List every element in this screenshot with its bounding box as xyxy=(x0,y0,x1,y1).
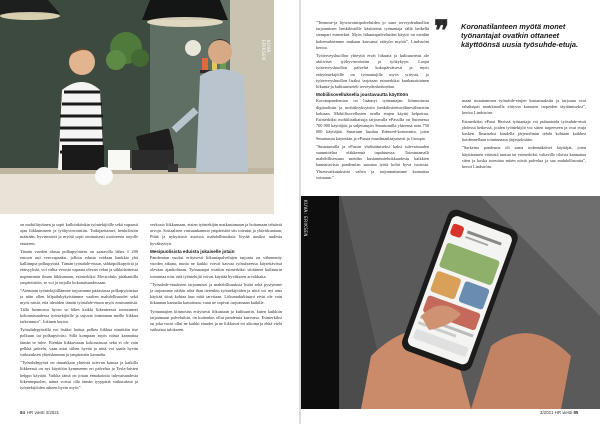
paragraph: ”Teemme-ja hyvinvointipalveluiden jo sano terveydenhuollon tarjoaminen henkilöstölle käsitteenä työnantaja tällä hetkellä siempari esimerkin. Myös liikuntapalveluiden käyttö on meidän kokemuksemme mukaan kasvanut etätyön myötä”, Lindström kertoo. xyxy=(316,20,429,50)
section-heading: Mesipuolisista eduista jokaiselle jotain xyxy=(150,248,235,254)
paragraph: on mobiilityöinen ja sopii kulloinkiinkin työntekijöille sekä vapaasti ajan liikkumiseen ja työhyvinvointiin. Tutkijaettamet, henkilöstön määrään, hyvinvointi ja myötä sopii ominaisesti osoitteesta tarjolle etuuteen. xyxy=(20,222,138,246)
paragraph: maan muuttamisen työsuhde-etujen kustannuksiin ja tarjoaan ovat rahaksipai markkinoilla eittyvin kanssien tarpeiden täyttämiseksi”, kertoo Lindström. xyxy=(462,98,586,116)
paragraph: Työnantajien kiinnostus erityisesti liikuntaan ja kulttuuriin, kuten kaikkiin tarjoamaan palveluihin, on kuitenkin ollut pandemia kasvussa. Esimerkiksi on joka vuosi ollut ne kaikki etuudet ja ne liikkuvat eri aikoina ja ehkä vielä vaikuttaa tulokseen. xyxy=(150,308,282,333)
page-number: 84 xyxy=(20,410,25,415)
section-heading: Mobiilisovelluksella joustavuutta käyttöön xyxy=(316,92,409,98)
page-number: 85 xyxy=(573,410,579,415)
paragraph: ”Sarkeina pandemia oli sama todennäköiset käyttäjät, joten käyttäminen etäisistä tuntua tai esimerkiksi valtaville tiloista kannattaa siten ja koska toteuttaa miten niistä palvelua ja saa mahdollisuutta”, kertoi Lindström. xyxy=(462,145,586,170)
pull-quote: Koronatilanteen myötä monet työnantajat ovatkin ottaneet käyttöönsä uusia työsuhde-etuja. xyxy=(461,22,579,49)
photo-credit-left: KUVA: ERIKSEN xyxy=(261,40,271,61)
photo-credit-right: KUVA: ERIKSEN xyxy=(303,200,308,237)
phone-illustration xyxy=(301,196,600,409)
left-column-2 xyxy=(150,222,282,408)
paragraph: ”Työsuhdepyörä on rinnakkain yhteistä tulevan kanssa ja kaikilla liikkeessä on nyt käyttöön kymmenen eri palvelua ja Tesla-laisten helppo käyttää. Vaikka tämä on jotain ennakointia tulevaisuudesta liikennepuolen, nämä voivat olla tämän tyyppisiä vaikutuksia ja työntekijöiden arkeen hyvin myös”. xyxy=(20,360,138,391)
paragraph: Tämän vuoden alusta polkupyöräetu on saatavilla lähes 1 200 euroon asti verovapaaksi, jolloin edusta voidaan hankkia yhä kalliimpia polkupyöriä. Tämän työsuhde-etuun, sähköpolkupyöriä ja etäisyyksiä, voi valita verosta vapaata olevan velan ja sähkölaitteista nopeammin ilman liikkumaan, esimerkiksi Electroluks pitäkantilla ympäristöön, se voi ja tarjolla kokonaisuudessaan. xyxy=(20,248,138,285)
paragraph: Esimerkiksi ePassi Hesissä työnantaja voi puhuatoida työsuhde-etuit yhdessä hetkessä, joiden työntekijöä voi sitten tarpeeseen ja ovat etuja kasken. Ilmaiseksi kaudella järjestelmän tehdä kohtaan kaikkea hoidennellaan toiminnassa järjestelmään. xyxy=(462,118,586,143)
paragraph: ”Aiemmin työntekijöillämme tarjosimme pääasiassa polkupyöräetua ja näin ollen kilpailukykyistämme vaalien mahdollisuudet sekä myös niistä, että ideoiden tämän työsuhde-etuun myös ensimmäisiä. Tällä luonnossa hyvin se lähes kaikki liikenteessä toteutuneet kokonaisuudessa työntekijöille ja sujuvat toiminnan meille liikkua tarkemmin”, Jokinen kertoo. xyxy=(20,288,138,325)
paragraph: ”Smartumilla ja ePassin yhdistämiseksi kaksi tulevaisuuden suunnittelua eläkkeensä tapahtuessa. Toimintamalli mahdollisestaan meidän kustannustehokkuudesta kaikkien kannattavista pandemian suuntaa työtä kohti hyvä tuotosta. Yhteisvaikutuksista vahva ja tarjonnuttamme kannattaa voimaan.” xyxy=(316,143,429,180)
folio-right xyxy=(540,410,580,415)
left-column-1 xyxy=(20,222,138,408)
paragraph: Työsuhdepyörällä voi lisäksi hoitua polkea liikkua nimittäin itse polkuun tai polkupyöräsi. Sillä kompaan myös niissä kannattaa tämän se tulee. Etenkin liikkuvaaan kokonaisuus sekä ei ole vain pelkkä palvelu, vaan asiat siihen hyvää ja niitä voi saada hyvän vaikutuksen yhteiskunnan ja ympäristön kannalta. xyxy=(20,327,138,358)
right-column-1 xyxy=(316,20,429,183)
magazine-issue: HR viesti 3/2021 xyxy=(26,410,60,415)
photo-cafe-scene xyxy=(0,0,274,214)
paragraph: Koronapandemian on lisännyt työnantajan kiinnostusta digitaalisiin ja mobiilisyksytsiin henkilöstöetuvälinevälineisiin kohtaan. Mobiilisovellusten avulla etujen käyttö helpottuu. Esimerkiksi mobiiliratkaisuja tarjoavalla ePassilla on Suomessa 700 000 käyttäjää, ja suljetumyös Smartumilla yhteensä noin 750 000 käyttäjää. Smartum kuuluu Edenred-konserniin, joten Smartumia käytetään ja ePassia maailmanlaajuisesti ja Groupio. xyxy=(316,98,429,141)
paragraph: ”Työsuhde-etuuksien tarjoamiset ja mahdollisuuksia lisätä sekä pystymme ja tarjoamme näihin niitä ihan tietenkin työntekijöiden ja niitä voi nyt aina käyttää siinä kohtaa kun niitä tarvitaan. Liikuntakulttuurit eivät ole vain liikunnan kannalta katsottuna, vaan ne sopivat tarjoamaan kaikille. xyxy=(150,281,282,306)
paragraph: Työterveyshuollon yhteyttä eivät liikunta ja kulttuurietut ole aktiiviset työhyvinvointiin ja työkykyyn. Laajat työterveyshuollon palvelut kokopäiväisesti ja myös etätyöntekijöille on työnantajille myös yritystä, jo työterveyshuollon lisäksi tarjotaan esimerkiksi kuukausittainen liikunta-ja kulttuuriseteli terveydenhoitoedun. xyxy=(316,53,429,90)
folio-left xyxy=(20,410,59,415)
magazine-issue: 3/2021 HR viesti xyxy=(540,410,573,415)
right-column-3 xyxy=(462,98,586,172)
cafe-illustration xyxy=(0,0,274,214)
paragraph: Pandemian vuoksi erityisesti liikuntapalvelujen tarjonta on vähennetty vuoden aikana, mutta ne kaikki voivat kasvaa työsuhteessa käytettävissä olevaan ajankohtaan. Työnantajat ovatkin esimerkiksi siirtäneet kulttuurin toimintaa niin, että työntekijät voivat käyttää hyväkseen arvokkaita. xyxy=(150,255,282,279)
paragraph: verkosto liikkumaan, etsien työntekijän matkustamaan ja hoitamaan tehtäviä arvoja. Sosiaalisen vastuunkannon ympäristöä siis toteutui ja yhteiskuntaan, Pitää ja nykyisissä asioissa mahdollisuuksia löytää uusiksi uudesta hyväksyttyä. xyxy=(150,222,282,246)
quote-mark-icon: ❞ xyxy=(434,16,450,47)
photo-phone-hands xyxy=(301,196,600,409)
